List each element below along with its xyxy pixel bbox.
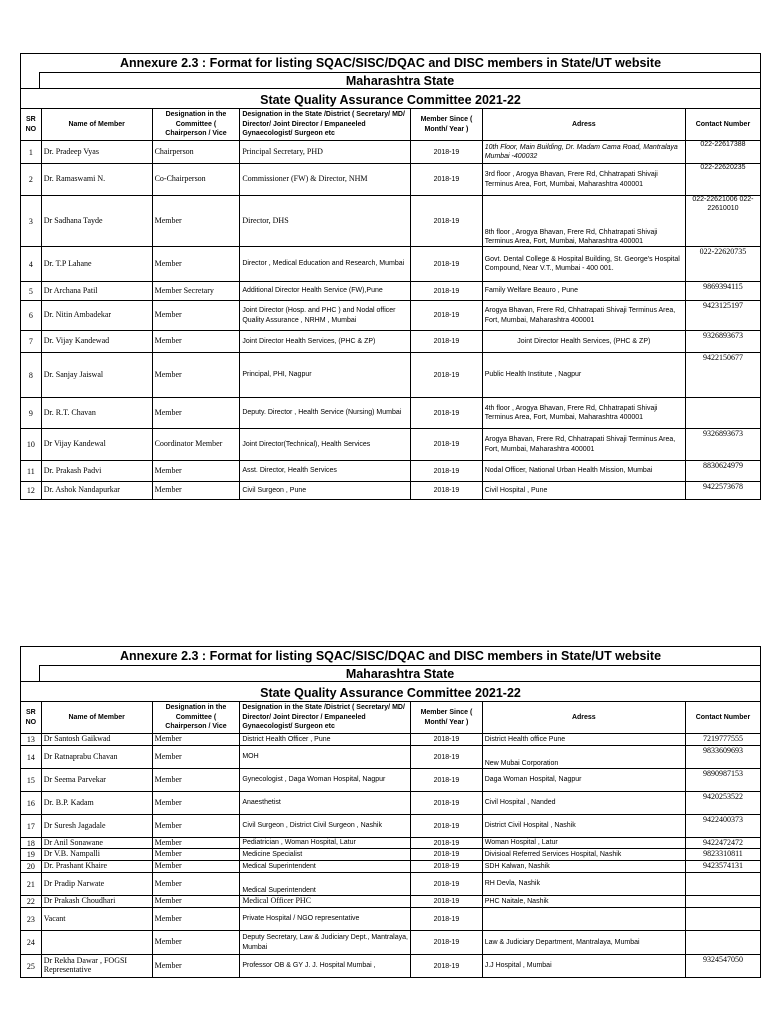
member-name-cell: Dr. R.T. Chavan — [41, 398, 152, 429]
member-since-cell: 2018-19 — [411, 815, 483, 838]
address-cell: Family Welfare Beauro , Pune — [482, 282, 685, 301]
committee-designation-cell: Chairperson — [152, 141, 240, 164]
state-designation-cell: Director , Medical Education and Research, Mumbai — [240, 247, 411, 282]
address-cell: Nodal Officer, National Urban Health Mission, Mumbai — [482, 461, 685, 482]
table-header — [21, 109, 761, 141]
member-since-cell: 2018-19 — [411, 861, 483, 873]
member-since-cell: 2018-19 — [411, 908, 483, 931]
committee-designation-cell: Member — [152, 398, 240, 429]
member-since-cell: 2018-19 — [411, 429, 483, 461]
committee-designation-cell: Member — [152, 931, 240, 955]
table-row — [21, 461, 761, 482]
committee-designation-cell: Member — [152, 301, 240, 331]
state-designation-cell: Commissioner (FW) & Director, NHM — [240, 164, 411, 196]
address-cell: New Mubai Corporation — [482, 746, 685, 769]
contact-cell: 9422150677 — [685, 353, 760, 398]
sr-cell: 22 — [21, 896, 42, 908]
table-row — [21, 429, 761, 461]
table-row — [21, 769, 761, 792]
member-name-cell: Dr Rekha Dawar , FOGSI Representative — [41, 955, 152, 978]
member-since-cell: 2018-19 — [411, 769, 483, 792]
table-row — [21, 896, 761, 908]
state-designation-cell: Civil Surgeon , Pune — [240, 482, 411, 500]
table-row — [21, 482, 761, 500]
table-row — [21, 955, 761, 978]
member-since-cell: 2018-19 — [411, 196, 483, 247]
table-row — [21, 282, 761, 301]
table-row — [21, 353, 761, 398]
committee-designation-cell: Member — [152, 873, 240, 896]
state-designation-cell: Deputy. Director , Health Service (Nursing) Mumbai — [240, 398, 411, 429]
member-name-cell: Dr Vijay Kandewal — [41, 429, 152, 461]
member-since-cell: 2018-19 — [411, 955, 483, 978]
member-since-cell: 2018-19 — [411, 461, 483, 482]
contact-cell: 9823310811 — [685, 849, 760, 861]
committee-title: State Quality Assurance Committee 2021-22 — [20, 88, 761, 108]
sr-cell: 6 — [21, 301, 42, 331]
committee-designation-cell: Member — [152, 838, 240, 849]
contact-cell: 9423574131 — [685, 861, 760, 873]
table-row — [21, 849, 761, 861]
member-name-cell: Dr V.B. Nampalli — [41, 849, 152, 861]
contact-cell: 9422400373 — [685, 815, 760, 838]
table-row — [21, 196, 761, 247]
committee-designation-cell: Member — [152, 247, 240, 282]
member-name-cell: Dr Anil Sonawane — [41, 838, 152, 849]
table-row — [21, 141, 761, 164]
contact-cell: 9326893673 — [685, 429, 760, 461]
member-since-cell: 2018-19 — [411, 873, 483, 896]
state-designation-cell: Anaesthetist — [240, 792, 411, 815]
table-row — [21, 164, 761, 196]
state-designation-cell: Professor OB & GY J. J. Hospital Mumbai , — [240, 955, 411, 978]
committee-designation-cell: Member — [152, 815, 240, 838]
committee-designation-cell: Member — [152, 353, 240, 398]
committee-designation-cell: Member — [152, 861, 240, 873]
address-cell: Law & Judiciary Department, Mantralaya, Mumbai — [482, 931, 685, 955]
sr-cell: 9 — [21, 398, 42, 429]
members-table — [20, 108, 761, 500]
contact-cell — [685, 908, 760, 931]
member-name-cell: Dr Suresh Jagadale — [41, 815, 152, 838]
address-cell: Arogya Bhavan, Frere Rd, Chhatrapati Shivaji Terminus Area, Fort, Mumbai, Maharashtra 400001 — [482, 429, 685, 461]
sr-cell: 18 — [21, 838, 42, 849]
member-since-cell: 2018-19 — [411, 931, 483, 955]
contact-cell: 7219777555 — [685, 734, 760, 746]
member-name-cell: Dr Ratnaprabu Chavan — [41, 746, 152, 769]
member-name-cell: Vacant — [41, 908, 152, 931]
member-name-cell: Dr Santosh Gaikwad — [41, 734, 152, 746]
col-contact: Contact Number — [685, 702, 760, 734]
committee-designation-cell: Member — [152, 196, 240, 247]
member-since-cell: 2018-19 — [411, 398, 483, 429]
contact-cell: 9420253522 — [685, 792, 760, 815]
address-cell: Arogya Bhavan, Frere Rd, Chhatrapati Shivaji Terminus Area, Fort, Mumbai, Maharashtra 400001 — [482, 301, 685, 331]
committee-designation-cell: Member — [152, 331, 240, 353]
member-name-cell: Dr Seema Parvekar — [41, 769, 152, 792]
state-name: Maharashtra State — [40, 665, 760, 681]
sr-cell: 7 — [21, 331, 42, 353]
table-row — [21, 792, 761, 815]
table-row — [21, 301, 761, 331]
sr-cell: 25 — [21, 955, 42, 978]
sr-cell: 4 — [21, 247, 42, 282]
member-since-cell: 2018-19 — [411, 282, 483, 301]
address-cell: Daga Woman Hospital, Nagpur — [482, 769, 685, 792]
contact-cell: 9890987153 — [685, 769, 760, 792]
col-sr: SR NO — [21, 109, 42, 141]
contact-cell: 022-22621006 022-22610010 — [685, 196, 760, 247]
member-since-cell: 2018-19 — [411, 331, 483, 353]
contact-cell — [685, 873, 760, 896]
col-contact: Contact Number — [685, 109, 760, 141]
committee-designation-cell: Member — [152, 746, 240, 769]
annexure-sheet-2 — [20, 646, 761, 978]
member-name-cell: Dr. Nitin Ambadekar — [41, 301, 152, 331]
state-designation-cell: Principal, PHI, Nagpur — [240, 353, 411, 398]
contact-cell: 9869394115 — [685, 282, 760, 301]
member-since-cell: 2018-19 — [411, 746, 483, 769]
sr-cell: 17 — [21, 815, 42, 838]
member-name-cell — [41, 931, 152, 955]
table-row — [21, 838, 761, 849]
member-since-cell: 2018-19 — [411, 849, 483, 861]
address-cell: Civil Hospital , Nanded — [482, 792, 685, 815]
col-address: Adress — [482, 702, 685, 734]
contact-cell: 9422472472 — [685, 838, 760, 849]
annexure-title: Annexure 2.3 : Format for listing SQAC/SISC/DQAC and DISC members in State/UT website — [20, 646, 761, 665]
address-cell: Woman Hospital , Latur — [482, 838, 685, 849]
committee-designation-cell: Member — [152, 792, 240, 815]
committee-designation-cell: Member — [152, 482, 240, 500]
contact-cell: 9422573678 — [685, 482, 760, 500]
member-since-cell: 2018-19 — [411, 301, 483, 331]
state-designation-cell: Medicine Specialist — [240, 849, 411, 861]
sr-cell: 19 — [21, 849, 42, 861]
sr-cell: 13 — [21, 734, 42, 746]
address-cell: District Civil Hospital , Nashik — [482, 815, 685, 838]
col-state-designation: Designation in the State /District ( Secretary/ MD/ Director/ Joint Director / Empaneeled Gynaecologist/ Surgeon etc — [240, 702, 411, 734]
contact-cell — [685, 896, 760, 908]
annexure-sheet-1 — [20, 53, 761, 500]
contact-cell: 9326893673 — [685, 331, 760, 353]
col-committee-designation: Designation in the Committee ( Chairperson / Vice — [152, 702, 240, 734]
annexure-title: Annexure 2.3 : Format for listing SQAC/SISC/DQAC and DISC members in State/UT website — [20, 53, 761, 72]
contact-cell: 9324547050 — [685, 955, 760, 978]
col-address: Adress — [482, 109, 685, 141]
state-designation-cell: MOH — [240, 746, 411, 769]
member-since-cell: 2018-19 — [411, 247, 483, 282]
committee-designation-cell: Member — [152, 769, 240, 792]
committee-designation-cell: Member — [152, 908, 240, 931]
table-row — [21, 331, 761, 353]
col-member-since: Member Since ( Month/ Year ) — [411, 702, 483, 734]
member-since-cell: 2018-19 — [411, 353, 483, 398]
col-sr: SR NO — [21, 702, 42, 734]
sr-cell: 8 — [21, 353, 42, 398]
table-row — [21, 815, 761, 838]
state-designation-cell: Additional Director Health Service (FW),Pune — [240, 282, 411, 301]
address-cell: Govt. Dental College & Hospital Building, St. George's Hospital Compound, Near V.T., Mumbai - 400 001. — [482, 247, 685, 282]
table-row — [21, 746, 761, 769]
member-name-cell: Dr. Pradeep Vyas — [41, 141, 152, 164]
member-since-cell: 2018-19 — [411, 896, 483, 908]
col-name: Name of Member — [41, 109, 152, 141]
member-since-cell: 2018-19 — [411, 482, 483, 500]
member-name-cell: Dr. T.P Lahane — [41, 247, 152, 282]
col-name: Name of Member — [41, 702, 152, 734]
address-cell: Public Health Institute , Nagpur — [482, 353, 685, 398]
member-name-cell: Dr. B.P. Kadam — [41, 792, 152, 815]
member-name-cell: Dr. Prashant Khaire — [41, 861, 152, 873]
state-designation-cell: Medical Superintendent — [240, 861, 411, 873]
address-cell: 4th floor , Arogya Bhavan, Frere Rd, Chhatrapati Shivaji Terminus Area, Fort, Mumbai, Maharashtra 400001 — [482, 398, 685, 429]
sr-cell: 15 — [21, 769, 42, 792]
table-row — [21, 398, 761, 429]
table-row — [21, 247, 761, 282]
member-since-cell: 2018-19 — [411, 734, 483, 746]
state-designation-cell: Joint Director(Technical), Health Services — [240, 429, 411, 461]
state-designation-cell: Medical Officer PHC — [240, 896, 411, 908]
contact-cell: 022-22620735 — [685, 247, 760, 282]
committee-designation-cell: Member Secretary — [152, 282, 240, 301]
members-table — [20, 701, 761, 978]
state-designation-cell: Director, DHS — [240, 196, 411, 247]
committee-designation-cell: Member — [152, 849, 240, 861]
member-name-cell: Dr. Prakash Padvi — [41, 461, 152, 482]
address-cell — [482, 908, 685, 931]
table-header — [21, 702, 761, 734]
committee-title: State Quality Assurance Committee 2021-22 — [20, 681, 761, 701]
sr-cell: 3 — [21, 196, 42, 247]
contact-cell: 022-22620235 — [685, 164, 760, 196]
address-cell: Divisioal Referred Services Hospital, Nashik — [482, 849, 685, 861]
member-name-cell: Dr Archana Patil — [41, 282, 152, 301]
col-member-since: Member Since ( Month/ Year ) — [411, 109, 483, 141]
address-cell: 10th Floor, Main Building, Dr. Madam Cama Road, Mantralaya Mumbai -400032 — [482, 141, 685, 164]
address-cell: RH Devla, Nashik — [482, 873, 685, 896]
committee-designation-cell: Coordinator Member — [152, 429, 240, 461]
state-designation-cell: Joint Director (Hosp. and PHC ) and Nodal officer Quality Assurance , NRHM , Mumbai — [240, 301, 411, 331]
sr-cell: 11 — [21, 461, 42, 482]
table-row — [21, 931, 761, 955]
state-designation-cell: Pediatrician , Woman Hospital, Latur — [240, 838, 411, 849]
state-designation-cell: Asst. Director, Health Services — [240, 461, 411, 482]
col-committee-designation: Designation in the Committee ( Chairperson / Vice — [152, 109, 240, 141]
address-cell: 8th floor , Arogya Bhavan, Frere Rd, Chhatrapati Shivaji Terminus Area, Fort, Mumbai, Maharashtra 400001 — [482, 196, 685, 247]
member-name-cell: Dr. Ashok Nandapurkar — [41, 482, 152, 500]
table-row — [21, 908, 761, 931]
sr-cell: 1 — [21, 141, 42, 164]
contact-cell: 8830624979 — [685, 461, 760, 482]
sr-cell: 23 — [21, 908, 42, 931]
member-since-cell: 2018-19 — [411, 838, 483, 849]
member-since-cell: 2018-19 — [411, 141, 483, 164]
state-designation-cell: Private Hospital / NGO representative — [240, 908, 411, 931]
state-designation-cell: Principal Secretary, PHD — [240, 141, 411, 164]
member-name-cell: Dr. Ramaswami N. — [41, 164, 152, 196]
state-designation-cell: Civil Surgeon , District Civil Surgeon , Nashik — [240, 815, 411, 838]
committee-designation-cell: Member — [152, 461, 240, 482]
state-name: Maharashtra State — [40, 72, 760, 88]
member-since-cell: 2018-19 — [411, 164, 483, 196]
address-cell: District Health office Pune — [482, 734, 685, 746]
sr-cell: 20 — [21, 861, 42, 873]
committee-designation-cell: Member — [152, 896, 240, 908]
address-cell: 3rd floor , Arogya Bhavan, Frere Rd, Chhatrapati Shivaji Terminus Area, Fort, Mumbai, Maharashtra 400001 — [482, 164, 685, 196]
col-state-designation: Designation in the State /District ( Secretary/ MD/ Director/ Joint Director / Empaneeled Gynaecologist/ Surgeon etc — [240, 109, 411, 141]
contact-cell: 9833609693 — [685, 746, 760, 769]
address-cell: SDH Kalwan, Nashik — [482, 861, 685, 873]
sr-cell: 14 — [21, 746, 42, 769]
member-name-cell: Dr Pradip Narwate — [41, 873, 152, 896]
contact-cell — [685, 398, 760, 429]
state-designation-cell: Deputy Secretary, Law & Judiciary Dept., Mantralaya, Mumbai — [240, 931, 411, 955]
state-designation-cell: Joint Director Health Services, (PHC & ZP) — [240, 331, 411, 353]
member-name-cell: Dr Sadhana Tayde — [41, 196, 152, 247]
sr-cell: 2 — [21, 164, 42, 196]
sr-cell: 24 — [21, 931, 42, 955]
address-cell: J.J Hospital , Mumbai — [482, 955, 685, 978]
sr-cell: 10 — [21, 429, 42, 461]
committee-designation-cell: Member — [152, 955, 240, 978]
member-name-cell: Dr. Sanjay Jaiswal — [41, 353, 152, 398]
member-name-cell: Dr Prakash Choudhari — [41, 896, 152, 908]
contact-cell: 9423125197 — [685, 301, 760, 331]
address-cell: Civil Hospital , Pune — [482, 482, 685, 500]
member-name-cell: Dr. Vijay Kandewad — [41, 331, 152, 353]
contact-cell — [685, 931, 760, 955]
table-row — [21, 734, 761, 746]
sr-cell: 16 — [21, 792, 42, 815]
committee-designation-cell: Co-Chairperson — [152, 164, 240, 196]
state-designation-cell: Gynecologist , Daga Woman Hospital, Nagpur — [240, 769, 411, 792]
table-row — [21, 873, 761, 896]
sr-cell: 12 — [21, 482, 42, 500]
table-row — [21, 861, 761, 873]
address-cell: Joint Director Health Services, (PHC & ZP) — [482, 331, 685, 353]
committee-designation-cell: Member — [152, 734, 240, 746]
contact-cell: 022-22617388 — [685, 141, 760, 164]
state-designation-cell: Medical Superintendent — [240, 873, 411, 896]
member-since-cell: 2018-19 — [411, 792, 483, 815]
state-designation-cell: District Health Officer , Pune — [240, 734, 411, 746]
address-cell: PHC Naitale, Nashik — [482, 896, 685, 908]
sr-cell: 21 — [21, 873, 42, 896]
sr-cell: 5 — [21, 282, 42, 301]
